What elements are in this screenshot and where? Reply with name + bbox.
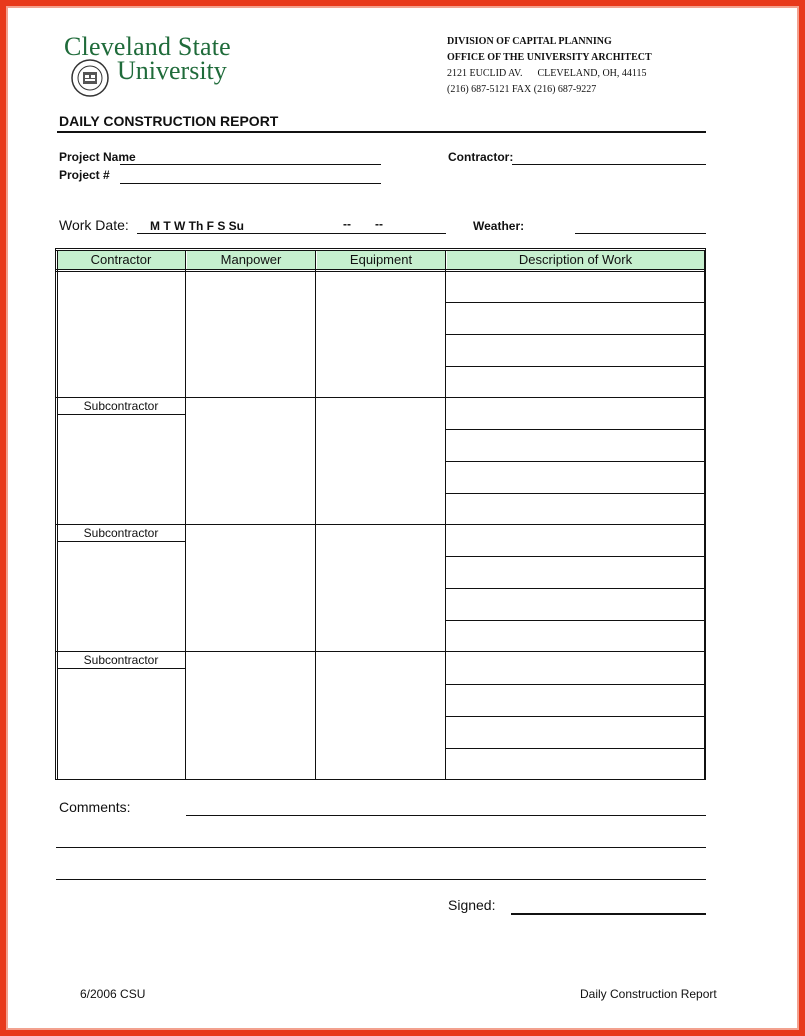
description-row-line [445, 716, 706, 717]
work-date-label: Work Date: [59, 217, 129, 233]
subcontractor-underline [57, 414, 185, 415]
footer-right: Daily Construction Report [580, 987, 717, 1001]
subcontractor-underline [57, 668, 185, 669]
footer-left: 6/2006 CSU [80, 987, 146, 1001]
column-header-manpower: Manpower [187, 251, 315, 269]
column-divider [445, 250, 446, 779]
comments-line[interactable] [186, 815, 706, 816]
division-name: DIVISION OF CAPITAL PLANNING [447, 36, 612, 47]
logo-text-line1: Cleveland State [64, 32, 231, 61]
comments-label: Comments: [59, 799, 131, 815]
weather-field[interactable] [575, 233, 706, 234]
date-separator-2: -- [375, 217, 383, 231]
subcontractor-underline [57, 541, 185, 542]
university-seal-icon [70, 58, 110, 98]
contractor-field[interactable] [512, 164, 706, 165]
column-header-contractor: Contractor [57, 251, 185, 269]
right-inner-border [704, 250, 705, 779]
subcontractor-label-1: Subcontractor [83, 399, 159, 413]
description-row-line [445, 461, 706, 462]
contractor-label: Contractor: [448, 150, 514, 164]
project-number-label: Project # [59, 168, 110, 182]
weekday-options[interactable]: M T W Th F S Su [150, 219, 244, 233]
description-row-line [445, 684, 706, 685]
description-row-line [445, 366, 706, 367]
signed-label: Signed: [448, 897, 496, 913]
description-row-line [445, 334, 706, 335]
form-title: DAILY CONSTRUCTION REPORT [59, 113, 279, 129]
comments-line[interactable] [56, 879, 706, 880]
description-row-line [445, 302, 706, 303]
section-divider [55, 651, 706, 652]
project-number-field[interactable] [120, 183, 381, 184]
description-row-line [445, 556, 706, 557]
address-line: 2121 EUCLID AV. CLEVELAND, OH, 44115 [447, 68, 647, 79]
work-table [55, 248, 706, 780]
phone-line: (216) 687-5121 FAX (216) 687-9227 [447, 84, 597, 95]
project-name-field[interactable] [120, 164, 381, 165]
description-row-line [445, 748, 706, 749]
signature-field[interactable] [511, 913, 706, 915]
left-inner-border [57, 250, 58, 779]
weather-label: Weather: [473, 219, 525, 233]
title-rule [57, 131, 706, 133]
header-bottom-rule-2 [55, 271, 706, 272]
description-row-line [445, 588, 706, 589]
subcontractor-label-2: Subcontractor [83, 526, 159, 540]
office-name: OFFICE OF THE UNIVERSITY ARCHITECT [447, 52, 652, 63]
work-date-field[interactable] [137, 233, 446, 234]
subcontractor-label-3: Subcontractor [83, 653, 159, 667]
logo-text-line2: University [117, 56, 227, 85]
section-divider [55, 397, 706, 398]
section-divider [55, 524, 706, 525]
description-row-line [445, 429, 706, 430]
project-name-label: Project Name [59, 150, 136, 164]
description-row-line [445, 493, 706, 494]
description-row-line [445, 620, 706, 621]
comments-line[interactable] [56, 847, 706, 848]
date-separator-1: -- [343, 217, 351, 231]
column-header-equipment: Equipment [317, 251, 445, 269]
column-header-description: Description of Work [447, 251, 704, 269]
column-divider [315, 250, 316, 779]
header-bottom-rule [55, 269, 706, 270]
column-divider [185, 250, 186, 779]
